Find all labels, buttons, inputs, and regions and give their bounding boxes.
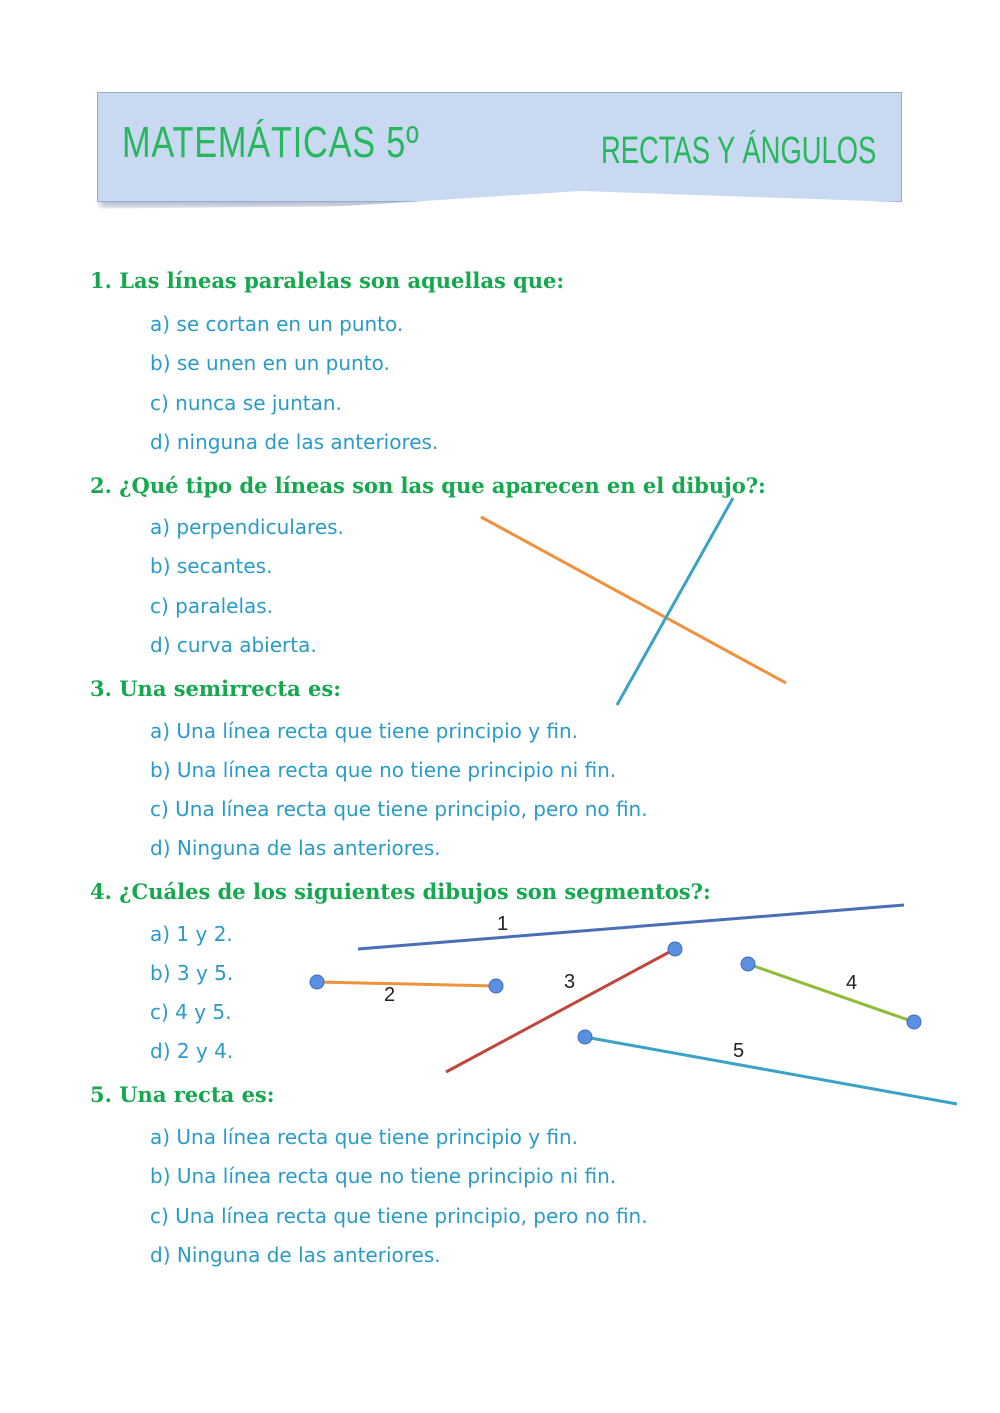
q3-option-b[interactable]: b) Una línea recta que no tiene principio ni fin.	[150, 758, 617, 782]
page-title: MATEMÁTICAS 5º	[122, 118, 420, 167]
figure-label-3: 3	[564, 971, 576, 993]
q4-option-c[interactable]: c) 4 y 5.	[150, 1000, 232, 1024]
segment-4-end-point	[907, 1015, 921, 1029]
question-3: 3. Una semirrecta es:	[90, 676, 341, 701]
q1-option-d[interactable]: d) ninguna de las anteriores.	[150, 430, 439, 454]
question-1: 1. Las líneas paralelas son aquellas que:	[90, 268, 565, 293]
q1-option-b[interactable]: b) se unen en un punto.	[150, 351, 390, 375]
q3-option-a[interactable]: a) Una línea recta que tiene principio y fin.	[150, 719, 579, 743]
q2-option-b[interactable]: b) secantes.	[150, 554, 273, 578]
figure-label-4: 4	[846, 972, 858, 994]
figure-ray-5	[585, 1037, 957, 1104]
ray-5-start-point	[578, 1030, 592, 1044]
figure-line-1	[358, 905, 904, 949]
q5-option-c[interactable]: c) Una línea recta que tiene principio, pero no fin.	[150, 1204, 648, 1228]
q2-option-a[interactable]: a) perpendiculares.	[150, 515, 344, 539]
q3-option-c[interactable]: c) Una línea recta que tiene principio, pero no fin.	[150, 797, 648, 821]
segment-4-start-point	[741, 957, 755, 971]
figure-segment-2	[317, 982, 496, 986]
segment-2-start-point	[310, 975, 324, 989]
page-subtitle: RECTAS Y ÁNGULOS	[600, 130, 876, 172]
figure-label-1: 1	[497, 913, 509, 935]
q3-option-d[interactable]: d) Ninguna de las anteriores.	[150, 836, 441, 860]
q4-option-d[interactable]: d) 2 y 4.	[150, 1039, 234, 1063]
question-2: 2. ¿Qué tipo de líneas son las que aparecen en el dibujo?:	[90, 473, 766, 498]
figure-segment-4	[748, 964, 914, 1022]
figure-label-5: 5	[733, 1040, 745, 1062]
q5-option-d[interactable]: d) Ninguna de las anteriores.	[150, 1243, 441, 1267]
q1-option-a[interactable]: a) se cortan en un punto.	[150, 312, 404, 336]
ray-3-start-point	[668, 942, 682, 956]
question-5: 5. Una recta es:	[90, 1082, 275, 1107]
question-4: 4. ¿Cuáles de los siguientes dibujos son segmentos?:	[90, 879, 711, 904]
figure-ray-3	[446, 949, 675, 1072]
q4-option-b[interactable]: b) 3 y 5.	[150, 961, 234, 985]
q2-option-c[interactable]: c) paralelas.	[150, 594, 274, 618]
figure-label-2: 2	[384, 984, 396, 1006]
q2-option-d[interactable]: d) curva abierta.	[150, 633, 317, 657]
q5-option-a[interactable]: a) Una línea recta que tiene principio y fin.	[150, 1125, 579, 1149]
segment-2-end-point	[489, 979, 503, 993]
q5-option-b[interactable]: b) Una línea recta que no tiene principio ni fin.	[150, 1164, 617, 1188]
q1-option-c[interactable]: c) nunca se juntan.	[150, 391, 342, 415]
q4-option-a[interactable]: a) 1 y 2.	[150, 922, 233, 946]
